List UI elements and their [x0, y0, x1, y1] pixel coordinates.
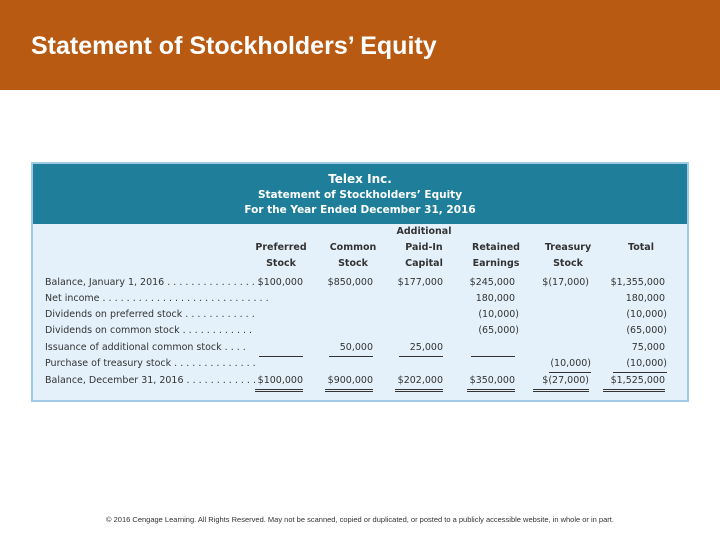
- column-header-line: Capital: [405, 258, 443, 269]
- column-header-line: Stock: [266, 258, 296, 269]
- row-label: Balance, January 1, 2016 . . . . . . . . . . . . . . . .: [45, 277, 261, 288]
- column-header-additional-paid-in-capital: [389, 224, 459, 272]
- cell-retained-earnings: (65,000): [478, 325, 519, 336]
- row-label: Purchase of treasury stock . . . . . . . . . . . . . .: [45, 358, 256, 369]
- column-header-line: Stock: [553, 258, 583, 269]
- row-label: Dividends on common stock . . . . . . . . . . . .: [45, 325, 253, 336]
- cell-total: 75,000: [631, 342, 665, 353]
- statement-period: For the Year Ended December 31, 2016: [244, 204, 476, 216]
- column-header-common-stock: [319, 224, 387, 272]
- cell-paid-in-capital: $202,000: [395, 373, 443, 392]
- column-header-total: [605, 224, 677, 272]
- cell-retained-earnings: [471, 356, 515, 357]
- column-header-line: [605, 256, 677, 272]
- row-label: Issuance of additional common stock . . . .: [45, 342, 246, 353]
- cell-paid-in-capital: 25,000: [409, 342, 443, 353]
- column-header-preferred-stock: [247, 224, 315, 272]
- cell-total: (10,000): [613, 356, 667, 373]
- column-header-line: [533, 224, 603, 240]
- cell-retained-earnings: $350,000: [467, 373, 515, 392]
- cell-total: $1,355,000: [610, 277, 665, 288]
- cell-common-stock: 50,000: [339, 342, 373, 353]
- cell-total: (65,000): [626, 325, 667, 336]
- statement-header: [33, 164, 687, 224]
- cell-treasury-stock: $(17,000): [542, 277, 589, 288]
- table-row: [33, 307, 687, 323]
- column-header-line: [605, 224, 677, 240]
- cell-retained-earnings: $245,000: [469, 277, 515, 288]
- equity-statement: [31, 162, 689, 402]
- company-name: Telex Inc.: [328, 172, 392, 186]
- cell-preferred-stock: $100,000: [255, 373, 303, 392]
- table-row: [33, 373, 687, 389]
- column-header-line: Common: [329, 242, 377, 253]
- cell-treasury-stock: (10,000): [549, 356, 591, 373]
- cell-total: (10,000): [626, 309, 667, 320]
- header-bar: [0, 0, 720, 90]
- column-header-line: Paid-In: [405, 242, 443, 253]
- row-label: Net income . . . . . . . . . . . . . . . . . . . . . . . . . . . .: [45, 293, 269, 304]
- column-header-line: Additional: [396, 226, 452, 237]
- table-row: [33, 356, 687, 372]
- cell-preferred-stock: $100,000: [257, 277, 303, 288]
- column-header-line: Earnings: [472, 258, 520, 269]
- row-label: Dividends on preferred stock . . . . . . . . . . . .: [45, 309, 255, 320]
- column-header-line: Treasury: [544, 242, 592, 253]
- column-header-line: Stock: [338, 258, 368, 269]
- copyright-notice: © 2016 Cengage Learning. All Rights Reserved. May not be scanned, copied or duplicated, or posted to a publicly accessible website, in whole or in part.: [106, 515, 614, 524]
- column-header-line: Preferred: [255, 242, 307, 253]
- table-row: [33, 323, 687, 339]
- cell-paid-in-capital: $177,000: [397, 277, 443, 288]
- column-header-line: [319, 224, 387, 240]
- column-header-line: [247, 224, 315, 240]
- cell-paid-in-capital: [399, 356, 443, 357]
- cell-common-stock: [329, 356, 373, 357]
- cell-retained-earnings: (10,000): [478, 309, 519, 320]
- statement-title: Statement of Stockholders’ Equity: [257, 189, 463, 201]
- table-row: [33, 275, 687, 291]
- table-row: [33, 340, 687, 356]
- cell-total: $1,525,000: [603, 373, 665, 392]
- column-header-line: Total: [628, 242, 654, 253]
- column-header-line: [461, 224, 531, 240]
- table-row: [33, 291, 687, 307]
- cell-common-stock: $900,000: [325, 373, 373, 392]
- cell-total: 180,000: [625, 293, 665, 304]
- cell-preferred-stock: [259, 356, 303, 357]
- cell-common-stock: $850,000: [327, 277, 373, 288]
- cell-treasury-stock: $(27,000): [533, 373, 589, 392]
- column-header-line: Retained: [472, 242, 520, 253]
- column-header-retained-earnings: [461, 224, 531, 272]
- cell-retained-earnings: 180,000: [475, 293, 515, 304]
- row-label: Balance, December 31, 2016 . . . . . . . . . . . .: [45, 375, 256, 386]
- slide-title: Statement of Stockholders’ Equity: [31, 32, 437, 60]
- column-header-treasury-stock: [533, 224, 603, 272]
